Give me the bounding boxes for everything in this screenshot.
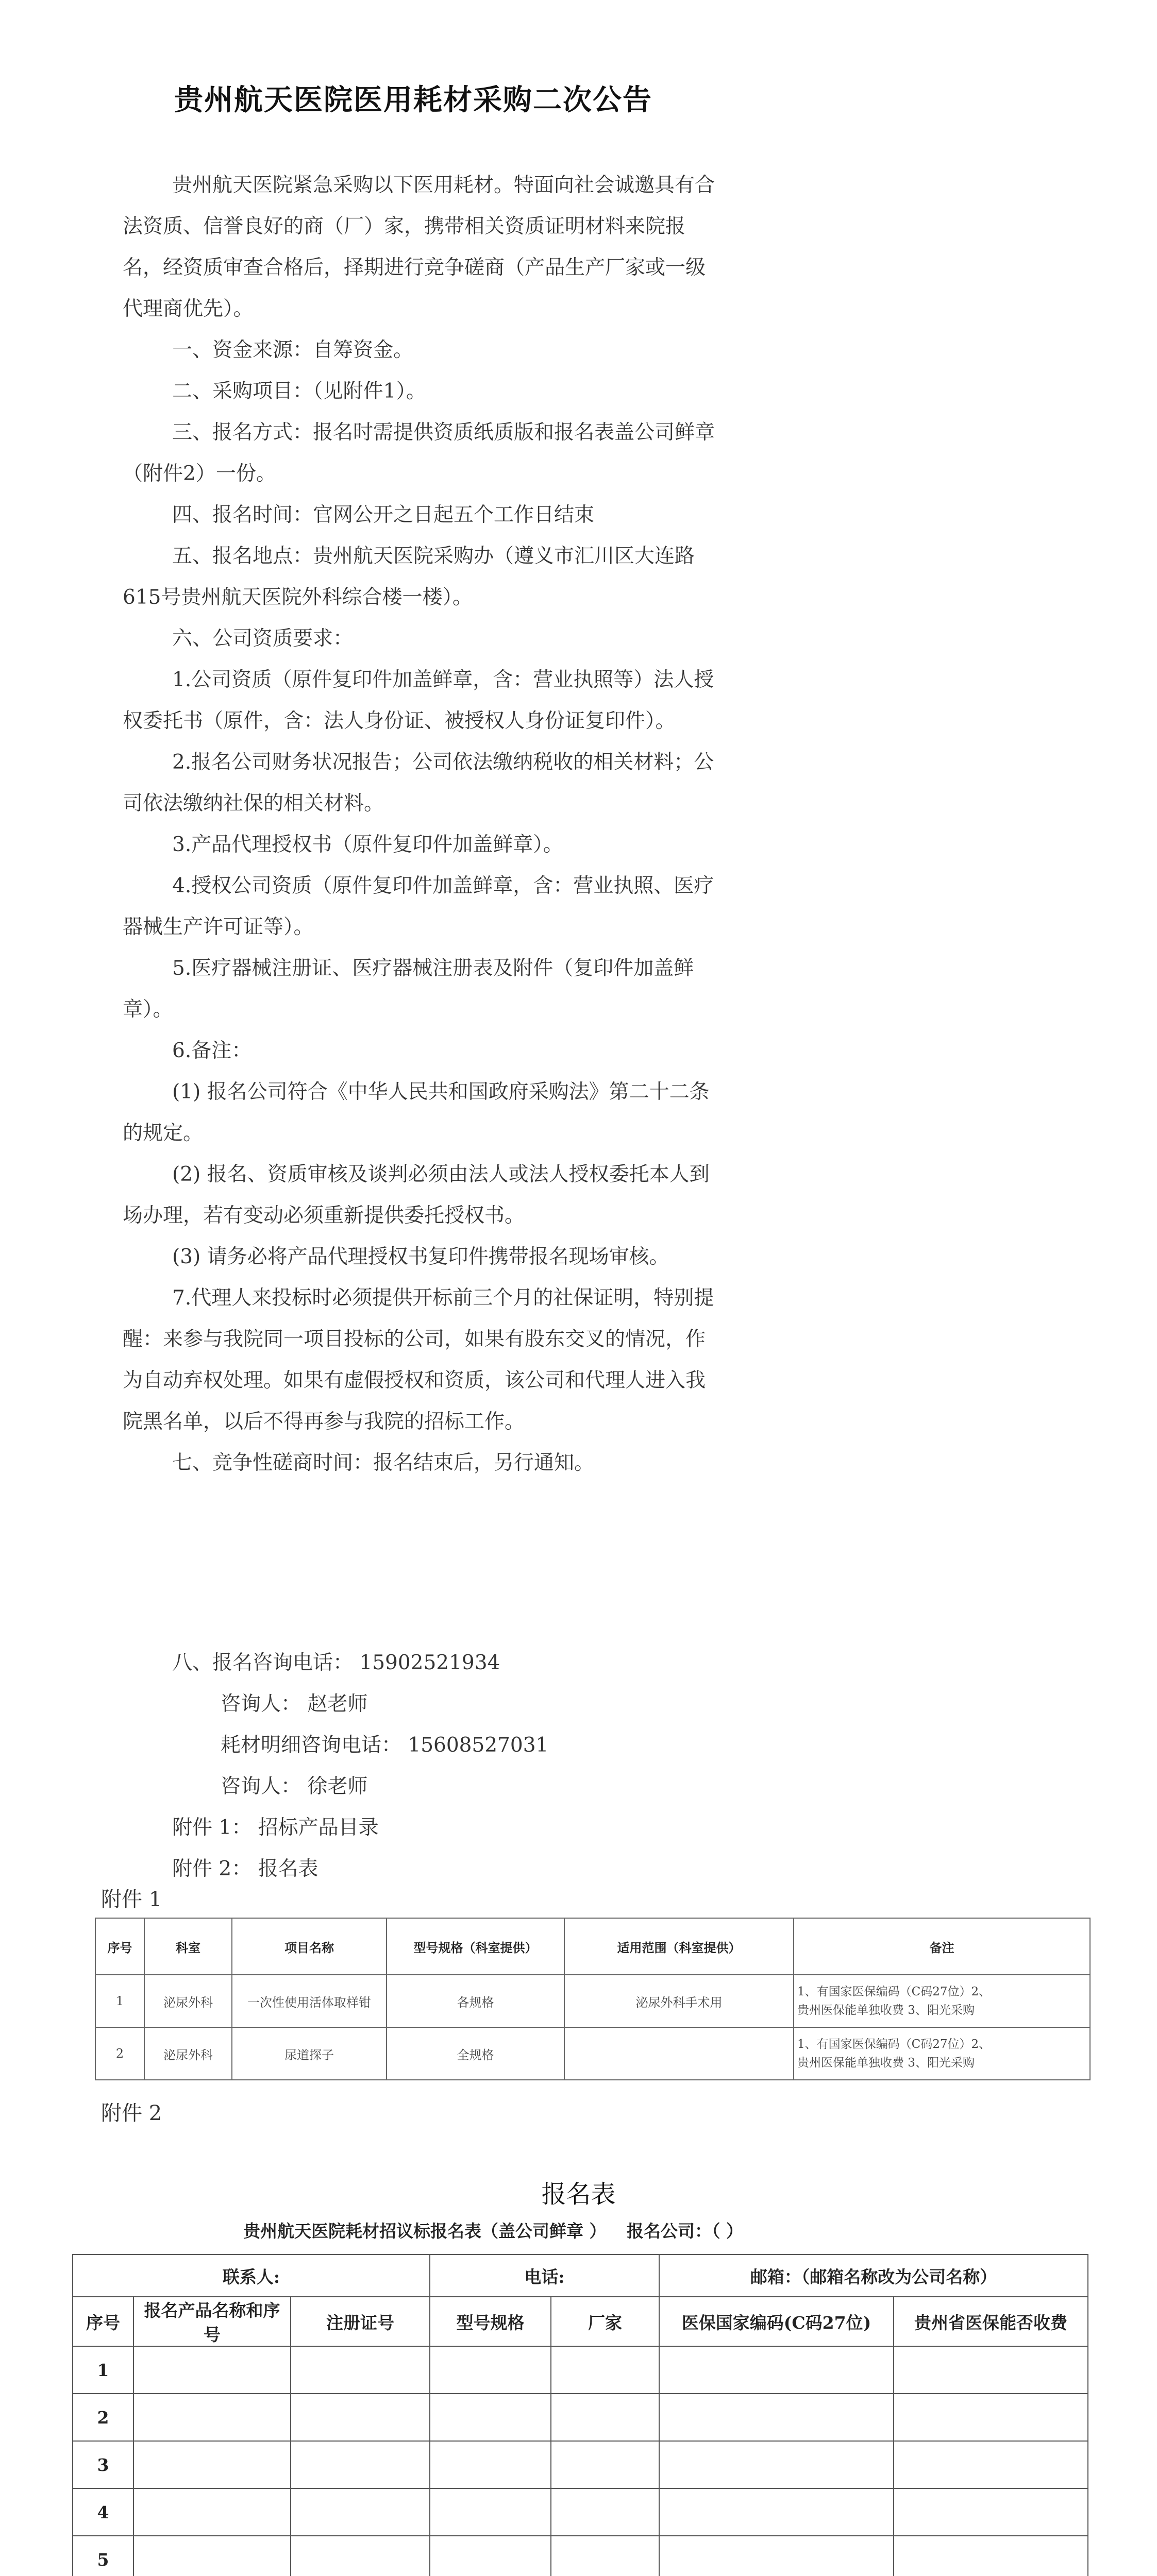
paragraph-note-3: (3) 请务必将产品代理授权书复印件携带报名现场审核。	[172, 1245, 669, 1268]
paragraph-project: 二、采购项目：（见附件1）。	[172, 380, 426, 403]
paragraph-qual-1: 1.公司资质（原件复印件加盖鲜章，含：营业执照等）法人授权委托书（原件，含：法人身份证、被授权人身份证复印件）。	[123, 668, 714, 733]
cell-insurance-code	[659, 2536, 894, 2576]
header-spec: 型号规格（科室提供）	[387, 1918, 564, 1975]
header-manufacturer: 厂家	[551, 2297, 659, 2346]
cell-spec	[430, 2346, 551, 2394]
cell-spec: 各规格	[387, 1975, 564, 2027]
table-row	[73, 2488, 1088, 2536]
cell-no: 1	[95, 1975, 144, 2027]
header-dept: 科室	[144, 1918, 232, 1975]
cell-insurance-code	[659, 2441, 894, 2488]
cell-manufacturer	[551, 2394, 659, 2441]
contact-phone-line: 八、报名咨询电话： 15902521934	[172, 1651, 500, 1674]
note-line-1: 1、有国家医保编码（C码27位）2、	[797, 1985, 991, 1998]
paragraph-funding: 一、资金来源：自筹资金。	[172, 338, 414, 362]
paragraph-intro: 贵州航天医院紧急采购以下医用耗材。特面向社会诚邀具有合法资质、信誉良好的商（厂）家，携带相关资质证明材料来院报名，经资质审查合格后，择期进行竞争磋商（产品生产厂家或一级代理商优先）。	[123, 174, 715, 320]
cell-product	[133, 2488, 291, 2536]
cell-product	[133, 2536, 291, 2576]
cell-insurance-code	[659, 2394, 894, 2441]
cell-insurance-fee	[894, 2346, 1088, 2394]
header-note: 备注	[794, 1918, 1090, 1975]
paragraph-time: 四、报名时间：官网公开之日起五个工作日结束	[172, 503, 595, 527]
cell-manufacturer	[551, 2488, 659, 2536]
paragraph-qual-2: 2.报名公司财务状况报告；公司依法缴纳税收的相关材料；公司依法缴纳社保的相关材料。	[123, 751, 714, 815]
paragraph-location: 五、报名地点：贵州航天医院采购办（遵义市汇川区大连路615号贵州航天医院外科综合楼一楼）。	[123, 545, 695, 609]
announcement-body	[123, 165, 720, 1484]
cell-name: 一次性使用活体取样钳	[232, 1975, 387, 2027]
cell-registration	[291, 2488, 430, 2536]
paragraph-negotiation-time: 七、竞争性磋商时间：报名结束后，另行通知。	[172, 1451, 595, 1475]
paragraph-notes-heading: 6.备注：	[172, 1039, 252, 1062]
table-row	[73, 2536, 1088, 2576]
cell-no: 5	[73, 2536, 133, 2576]
paragraph-qual-3: 3.产品代理授权书（原件复印件加盖鲜章）。	[172, 833, 563, 856]
contact-row	[73, 2255, 1088, 2297]
table-row	[95, 2027, 1090, 2080]
cell-registration	[291, 2394, 430, 2441]
cell-product	[133, 2346, 291, 2394]
cell-no: 3	[73, 2441, 133, 2488]
cell-dept: 泌尿外科	[144, 2027, 232, 2080]
cell-no: 2	[73, 2394, 133, 2441]
header-no: 序号	[73, 2297, 133, 2346]
annex1-label: 附件 1	[101, 1888, 162, 1911]
paragraph-note-1: (1) 报名公司符合《中华人民共和国政府采购法》第二十二条的规定。	[123, 1080, 710, 1145]
header-name: 项目名称	[232, 1918, 387, 1975]
annex1-ref-line: 附件 1： 招标产品目录	[172, 1816, 379, 1839]
paragraph-qual-7: 7.代理人来投标时必须提供开标前三个月的社保证明，特别提醒：来参与我院同一项目投标的公司，如果有股东交叉的情况，作为自动弃权处理。如果有虚假授权和资质，该公司和代理人进入我院黑名单，以后不得再参与我院的招标工作。	[123, 1286, 714, 1433]
phone-cell: 电话:	[430, 2255, 659, 2297]
table-row	[73, 2346, 1088, 2394]
header-registration: 注册证号	[291, 2297, 430, 2346]
cell-manufacturer	[551, 2536, 659, 2576]
table-row	[73, 2441, 1088, 2488]
registration-table-part-1	[72, 2254, 1088, 2576]
contact-person-line: 咨询人： 赵老师	[221, 1692, 368, 1716]
cell-scope	[564, 2027, 794, 2080]
cell-spec	[430, 2488, 551, 2536]
paragraph-qual-5: 5.医疗器械注册证、医疗器械注册表及附件（复印件加盖鲜章）。	[123, 957, 694, 1021]
cell-spec	[430, 2536, 551, 2576]
cell-registration	[291, 2346, 430, 2394]
cell-spec	[430, 2394, 551, 2441]
table-row	[73, 2394, 1088, 2441]
cell-note	[794, 2027, 1090, 2080]
cell-insurance-fee	[894, 2394, 1088, 2441]
header-scope: 适用范围（科室提供）	[564, 1918, 794, 1975]
form-title: 报名表	[541, 2180, 616, 2209]
cell-insurance-fee	[894, 2536, 1088, 2576]
cell-spec	[430, 2441, 551, 2488]
product-catalog-table	[95, 1918, 1091, 2080]
annex2-ref-line: 附件 2： 报名表	[172, 1857, 318, 1880]
cell-insurance-fee	[894, 2441, 1088, 2488]
cell-dept: 泌尿外科	[144, 1975, 232, 2027]
note-line-2: 贵州医保能单独收费 3、阳光采购	[797, 2056, 975, 2070]
cell-no: 1	[73, 2346, 133, 2394]
cell-product	[133, 2394, 291, 2441]
cell-insurance-fee	[894, 2488, 1088, 2536]
cell-note	[794, 1975, 1090, 2027]
paragraph-qual-4: 4.授权公司资质（原件复印件加盖鲜章，含：营业执照、医疗器械生产许可证等）。	[123, 874, 714, 939]
form-subtitle	[243, 2218, 758, 2242]
company-label: 报名公司：（ ）	[627, 2221, 743, 2241]
cell-registration	[291, 2536, 430, 2576]
cell-insurance-code	[659, 2346, 894, 2394]
cell-registration	[291, 2441, 430, 2488]
page-title: 贵州航天医院医用耗材采购二次公告	[174, 83, 652, 117]
note-line-1: 1、有国家医保编码（C码27位）2、	[797, 2038, 991, 2051]
cell-no: 4	[73, 2488, 133, 2536]
cell-spec: 全规格	[387, 2027, 564, 2080]
detail-phone-line: 耗材明细咨询电话： 15608527031	[221, 1734, 549, 1757]
form-subtitle-text: 贵州航天医院耗材招议标报名表（盖公司鲜章 ）	[243, 2221, 607, 2241]
detail-person-line: 咨询人： 徐老师	[221, 1775, 368, 1798]
annex2-label: 附件 2	[101, 2102, 162, 2125]
cell-manufacturer	[551, 2441, 659, 2488]
email-cell: 邮箱：（邮箱名称改为公司名称）	[659, 2255, 1088, 2297]
header-no: 序号	[95, 1918, 144, 1975]
cell-manufacturer	[551, 2346, 659, 2394]
cell-product	[133, 2441, 291, 2488]
table-row	[95, 1975, 1090, 2027]
table-header-row	[95, 1918, 1090, 1975]
header-insurance-code: 医保国家编码(C码27位)	[659, 2297, 894, 2346]
paragraph-qualification-heading: 六、公司资质要求：	[172, 627, 354, 650]
cell-no: 2	[95, 2027, 144, 2080]
cell-scope: 泌尿外科手术用	[564, 1975, 794, 2027]
paragraph-method: 三、报名方式：报名时需提供资质纸质版和报名表盖公司鲜章（附件2）一份。	[123, 421, 715, 485]
header-product: 报名产品名称和序号	[133, 2297, 291, 2346]
note-line-2: 贵州医保能单独收费 3、阳光采购	[797, 2004, 975, 2017]
paragraph-note-2: (2) 报名、资质审核及谈判必须由法人或法人授权委托本人到场办理，若有变动必须重新提供委托授权书。	[123, 1163, 710, 1227]
table-header-row	[73, 2297, 1088, 2346]
cell-name: 尿道探子	[232, 2027, 387, 2080]
header-insurance-fee: 贵州省医保能否收费	[894, 2297, 1088, 2346]
contact-person-cell: 联系人:	[73, 2255, 430, 2297]
cell-insurance-code	[659, 2488, 894, 2536]
header-spec: 型号规格	[430, 2297, 551, 2346]
